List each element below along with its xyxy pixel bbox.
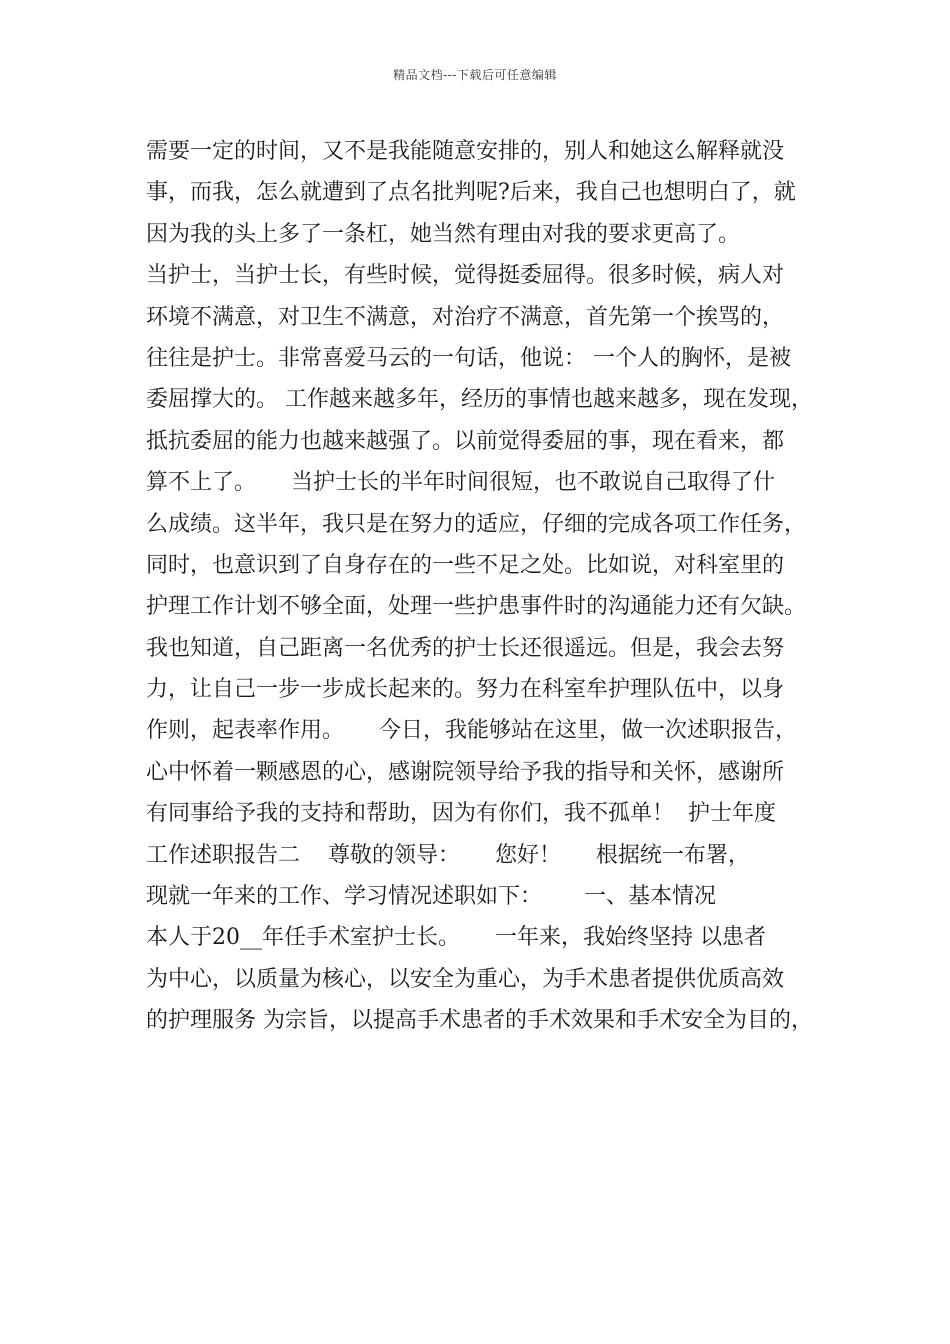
text-line: 环境不满意，对卫生不满意，对治疗不满意，首先第一个挨骂的， xyxy=(146,304,785,330)
text-line: 同时，也意识到了自身存在的一些不足之处。比如说，对科室里的 xyxy=(146,552,785,578)
text-line: 护理工作计划不够全面，处理一些护患事件时的沟通能力还有欠缺。 xyxy=(146,594,807,620)
text-line: 因为我的头上多了一条杠，她当然有理由对我的要求更高了。 xyxy=(146,221,741,247)
page-header: 精品文档---下载后可任意编辑 xyxy=(393,68,557,82)
text-line: 事，而我，怎么就遭到了点名批判呢?后来，我自己也想明白了，就 xyxy=(146,180,796,206)
text-line: 现就一年来的工作、学习情况述职如下： 一、基本情况 xyxy=(146,884,716,910)
text-line: 委屈撑大的。 工作越来越多年，经历的事情也越来越多，现在发现， xyxy=(146,387,813,413)
text-line: 当护士，当护士长，有些时候，觉得挺委屈得。很多时候，病人对 xyxy=(146,263,785,289)
text-line: 的护理服务 为宗旨，以提高手术患者的手术效果和手术安全为目的， xyxy=(146,1008,813,1034)
text-line: 力，让自己一步一步成长起来的。努力在科室牟护理队伍中，以身 xyxy=(146,677,785,703)
text-line: 作则，起表率作用。 今日，我能够站在这里，做一次述职报告， xyxy=(146,718,797,744)
text-line: 有同事给予我的支持和帮助，因为有你们，我不孤单！ 护士年度 xyxy=(146,801,776,827)
text-line: 工作述职报告二 尊敬的领导： 您好！ 根据统一布署， xyxy=(146,842,750,868)
text-line: 需要一定的时间，又不是我能随意安排的，别人和她这么解释就没 xyxy=(146,139,785,164)
text-line: 么成绩。这半年，我只是在努力的适应，仔细的完成各项工作任务， xyxy=(146,511,807,537)
document-body xyxy=(146,131,826,1042)
text-line: 抵抗委屈的能力也越来越强了。以前觉得委屈的事，现在看来，都 xyxy=(146,428,785,454)
text-line: 心中怀着一颗感恩的心，感谢院领导给予我的指导和关怀，感谢所 xyxy=(146,759,785,785)
text-line: 本人于20__年任手术室护士长。 一年来，我始终坚持 以患者 xyxy=(146,925,766,951)
text-line: 往往是护士。非常喜爱马云的一句话，他说： 一个人的胸怀，是被 xyxy=(146,345,791,371)
text-line: 为中心，以质量为核心，以安全为重心，为手术患者提供优质高效 xyxy=(146,966,785,992)
text-line: 算不上了。 当护士长的半年时间很短，也不敢说自己取得了什 xyxy=(146,470,775,496)
text-line: 我也知道，自己距离一名优秀的护士长还很遥远。但是，我会去努 xyxy=(146,635,785,661)
